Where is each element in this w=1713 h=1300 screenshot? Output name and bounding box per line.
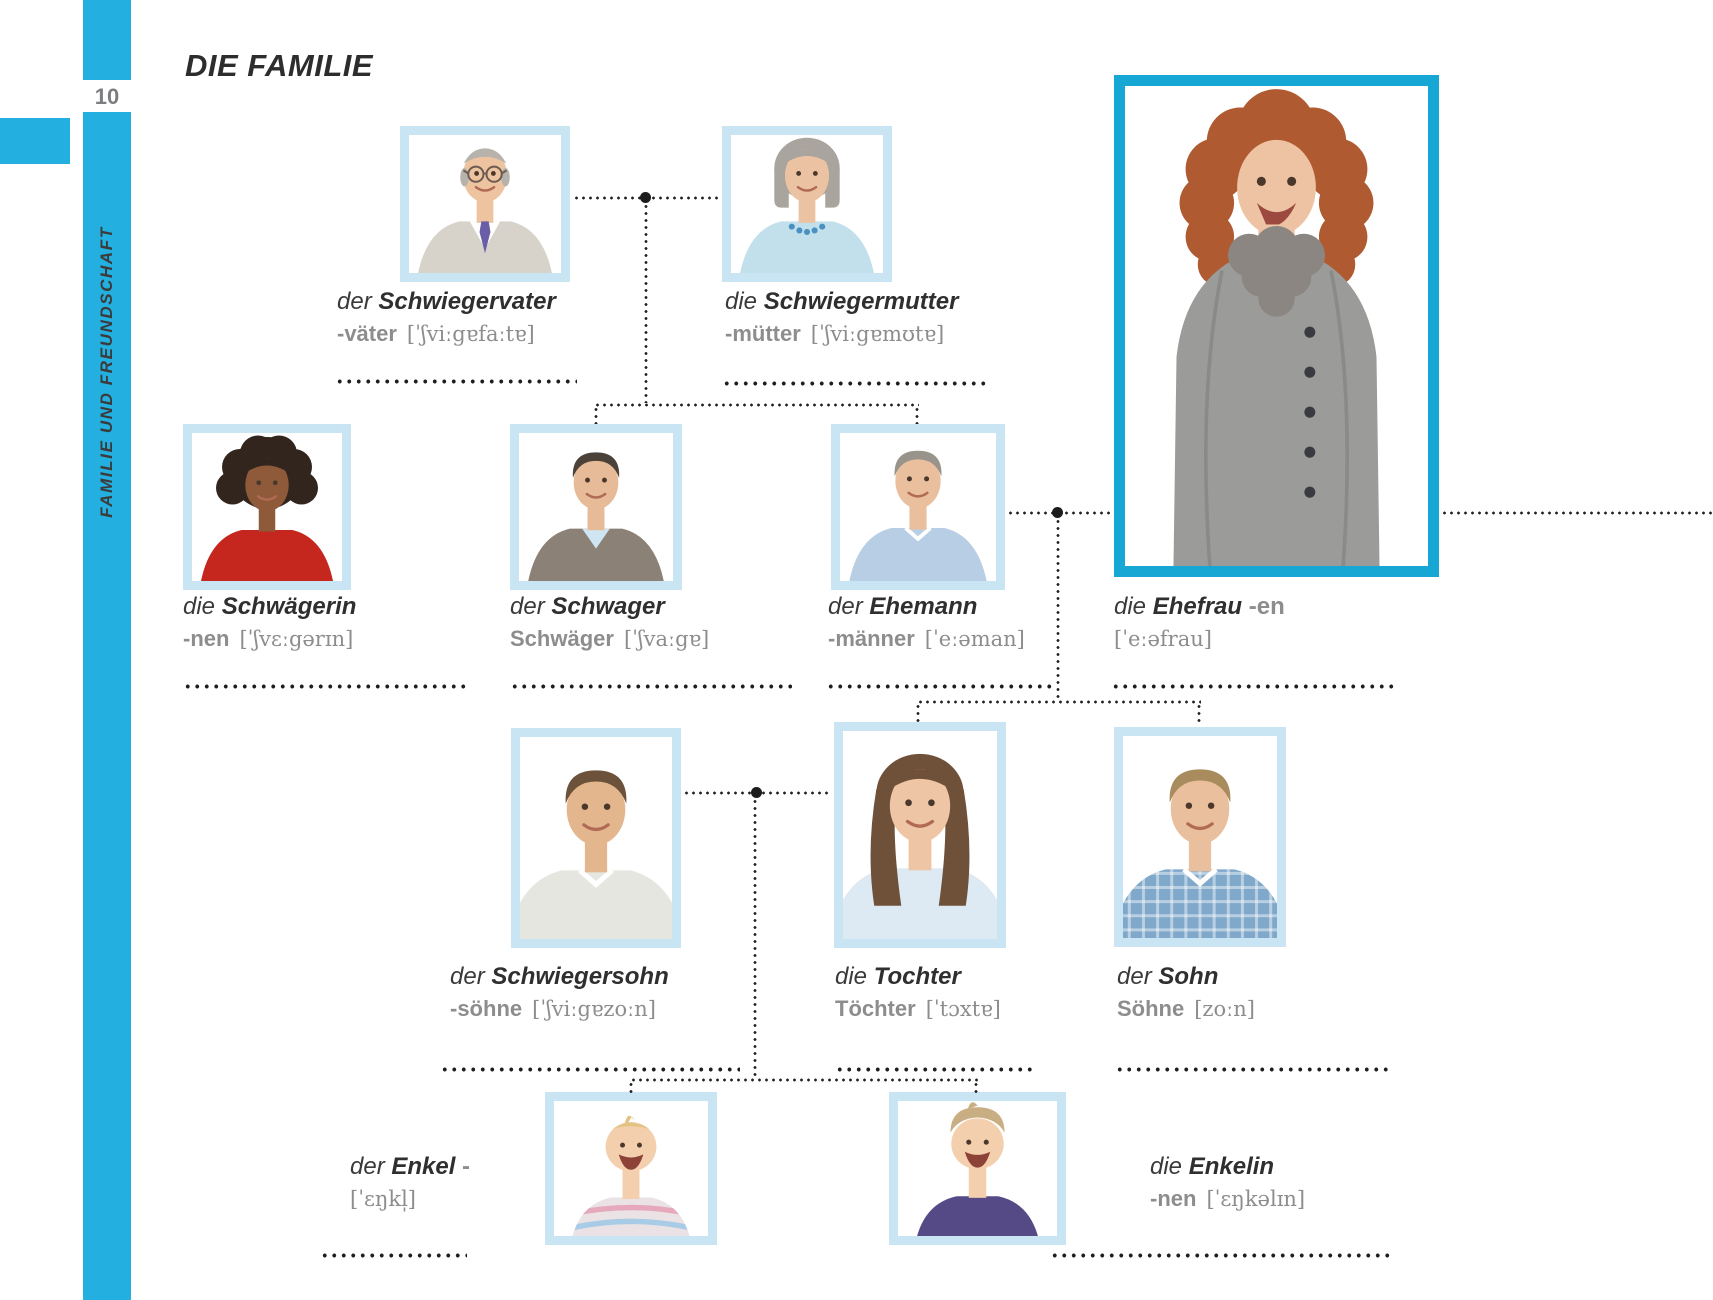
schwiegermutter-portrait <box>731 135 883 273</box>
photo-schwager <box>510 424 682 590</box>
sidebar-bar-top <box>83 0 131 80</box>
chapter-sidebar-label: FAMILIE UND FREUNDSCHAFT <box>97 226 116 518</box>
schwiegersohn-portrait <box>520 737 672 939</box>
photo-schwiegersohn <box>511 728 681 948</box>
plural-ipa-line: Töchter [ˈtɔxtɐ] <box>835 996 1001 1021</box>
photo-schwaegerin <box>183 424 351 590</box>
write-line-schwiegersohn <box>440 1067 740 1072</box>
entry-label-ehemann <box>828 591 1025 655</box>
entry-label-schwaegerin <box>183 591 356 655</box>
connector-drop-enkel <box>629 1081 633 1093</box>
sohn-portrait <box>1123 736 1277 938</box>
schwiegervater-portrait <box>409 135 561 273</box>
write-line-schwaegerin <box>183 684 470 689</box>
photo-schwiegervater <box>400 126 570 282</box>
plural-ipa-line: [ˈeːəfrau] <box>1114 627 1212 651</box>
enkelin-portrait <box>898 1101 1057 1236</box>
photo-ehefrau-highlighted <box>1114 75 1439 577</box>
write-line-sohn <box>1115 1067 1392 1072</box>
junction-dot-young-couple <box>751 787 762 798</box>
connector-drop-schwager <box>594 406 598 424</box>
plural-ipa-line: -mütter [ˈʃviːgɐmʊtɐ] <box>725 321 945 346</box>
entry-label-schwiegersohn <box>450 961 669 1025</box>
connector-inlaw-down <box>644 203 648 403</box>
tochter-portrait <box>843 731 997 939</box>
entry-label-schwiegervater <box>337 286 556 350</box>
word-line: der Schwiegersohn <box>450 963 669 990</box>
schwager-portrait <box>519 433 673 581</box>
entry-label-ehefrau <box>1114 591 1285 655</box>
plural-ipa-line: Schwäger [ˈʃvaːgɐ] <box>510 626 710 651</box>
photo-enkelin <box>889 1092 1066 1245</box>
write-line-ehemann <box>826 684 1054 689</box>
plural-ipa-line: -söhne [ˈʃviːgɐzoːn] <box>450 996 656 1021</box>
write-line-tochter <box>835 1067 1035 1072</box>
write-line-schwager <box>510 684 792 689</box>
photo-ehemann <box>831 424 1005 590</box>
plural-ipa-line: -väter [ˈʃviːgɐfaːtɐ] <box>337 321 535 346</box>
word-line: der Ehemann <box>828 593 978 620</box>
word-line: der Enkel - <box>350 1153 471 1180</box>
entry-label-enkelin <box>1150 1151 1305 1215</box>
write-line-schwiegervater <box>335 379 577 384</box>
page-number: 10 <box>94 84 120 109</box>
sidebar-corner-square <box>0 118 70 164</box>
entry-label-enkel <box>350 1151 470 1215</box>
write-line-schwiegermutter <box>722 381 987 386</box>
connector-young-couple-down <box>753 798 757 1080</box>
plural-ipa-line: Söhne [zoːn] <box>1117 996 1255 1021</box>
word-line: der Schwager <box>510 593 665 620</box>
connector-drop-ehemann <box>915 406 919 424</box>
entry-label-schwiegermutter <box>725 286 958 350</box>
connector-spouse-right-edge <box>1441 511 1713 515</box>
junction-dot-inlaw-couple <box>640 192 651 203</box>
connector-children-bar <box>917 700 1201 704</box>
entry-label-schwager <box>510 591 709 655</box>
plural-ipa-line: [ˈɛŋkl̩] <box>350 1187 417 1211</box>
write-line-ehefrau <box>1111 684 1398 689</box>
connector-spouse-down <box>1056 518 1060 702</box>
photo-sohn <box>1114 727 1286 947</box>
schwaegerin-portrait <box>192 433 342 581</box>
connector-grandchildren-bar <box>630 1078 978 1082</box>
ehemann-portrait <box>840 433 996 581</box>
word-line: die Ehefrau -en <box>1114 593 1285 620</box>
photo-enkel <box>545 1092 717 1245</box>
entry-label-sohn <box>1117 961 1255 1025</box>
ehefrau-portrait <box>1125 86 1428 566</box>
junction-dot-spouse-couple <box>1052 507 1063 518</box>
enkel-portrait <box>554 1101 708 1236</box>
plural-ipa-line: -nen [ˈʃvɛːgərɪn] <box>183 626 354 651</box>
photo-schwiegermutter <box>722 126 892 282</box>
entry-label-tochter <box>835 961 1001 1025</box>
connector-drop-enkelin <box>974 1081 978 1093</box>
word-line: die Schwiegermutter <box>725 288 959 315</box>
word-line: die Schwägerin <box>183 593 357 620</box>
word-line: die Enkelin <box>1150 1153 1275 1180</box>
plural-ipa-line: -nen [ˈɛŋkəlɪn] <box>1150 1186 1306 1211</box>
word-line: der Schwiegervater <box>337 288 556 315</box>
photo-tochter <box>834 722 1006 948</box>
connector-drop-sohn <box>1197 703 1201 722</box>
write-line-enkel <box>320 1253 467 1258</box>
connector-drop-tochter <box>916 703 920 722</box>
write-line-enkelin <box>1050 1253 1393 1258</box>
connector-middle-generation-bar <box>594 403 919 407</box>
word-line: der Sohn <box>1117 963 1219 990</box>
plural-ipa-line: -männer [ˈeːəman] <box>828 626 1025 651</box>
word-line: die Tochter <box>835 963 961 990</box>
page-title: DIE FAMILIE <box>185 48 374 83</box>
